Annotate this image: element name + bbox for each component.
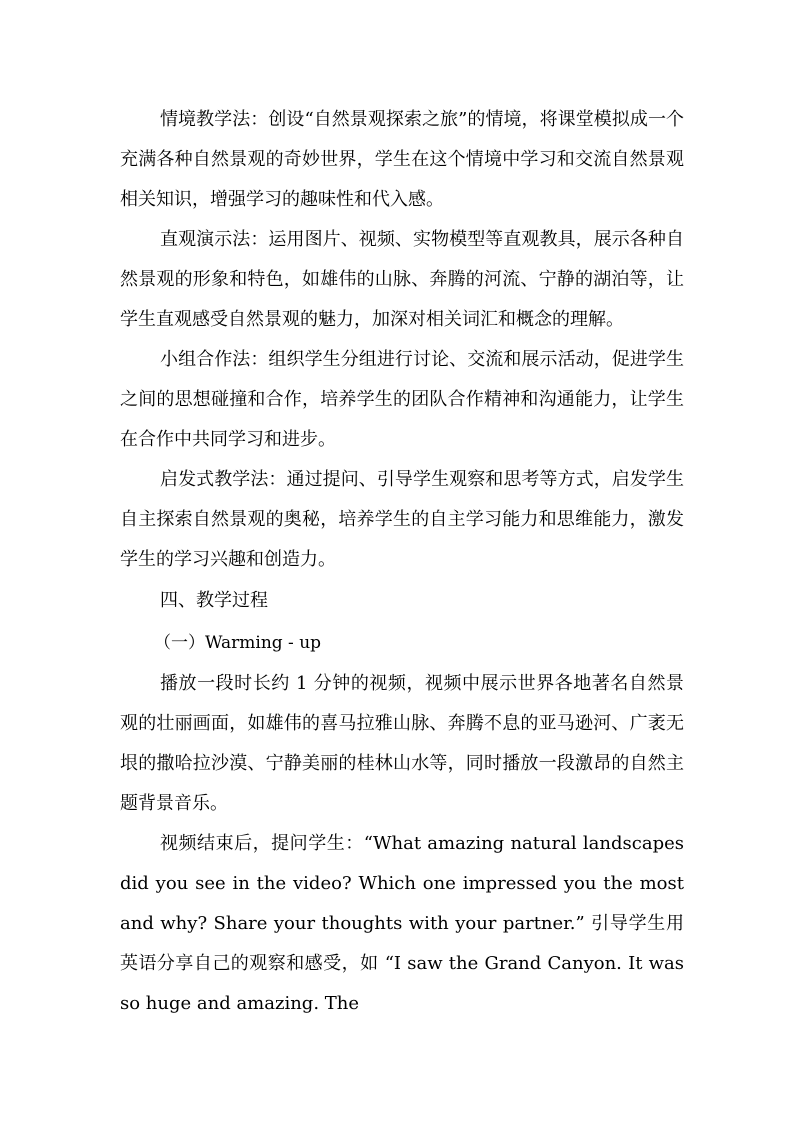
paragraph-video-description: 播放一段时长约 1 分钟的视频，视频中展示世界各地著名自然景观的壮丽画面，如雄伟的喜马拉雅山脉、奔腾不息的亚马逊河、广袤无垠的撒哈拉沙漠、宁静美丽的桂林山水等，同时播放一段激昂的自然主题背景音乐。 bbox=[120, 673, 684, 814]
paragraph-group-cooperation: 小组合作法：组织学生分组进行讨论、交流和展示活动，促进学生之间的思想碰撞和合作，培养学生的团队合作精神和沟通能力，让学生在合作中共同学习和进步。 bbox=[120, 349, 684, 450]
document-page bbox=[120, 100, 684, 1024]
subheading-warming-up: （一）Warming - up bbox=[154, 633, 322, 653]
paragraph-video-questions: 视频结束后，提问学生：“What amazing natural landscapes did you see in the video? Which one impressed you the most and why? Share your thoughts with your partner.” 引导学生用英语分享自己的观察和感受，如 “I saw the Grand Canyon. It was so huge and amazing. The bbox=[120, 833, 684, 1014]
section-heading-teaching-process: 四、教学过程 bbox=[160, 590, 268, 611]
paragraph-visual-demonstration: 直观演示法：运用图片、视频、实物模型等直观教具，展示各种自然景观的形象和特色，如雄伟的山脉、奔腾的河流、宁静的湖泊等，让学生直观感受自然景观的魅力，加深对相关词汇和概念的理解。 bbox=[120, 229, 684, 330]
paragraph-heuristic-teaching: 启发式教学法：通过提问、引导学生观察和思考等方式，启发学生自主探索自然景观的奥秘，培养学生的自主学习能力和思维能力，激发学生的学习兴趣和创造力。 bbox=[120, 469, 684, 570]
paragraph-situational-teaching: 情境教学法：创设“自然景观探索之旅”的情境，将课堂模拟成一个充满各种自然景观的奇妙世界，学生在这个情境中学习和交流自然景观相关知识，增强学习的趣味性和代入感。 bbox=[120, 109, 684, 210]
